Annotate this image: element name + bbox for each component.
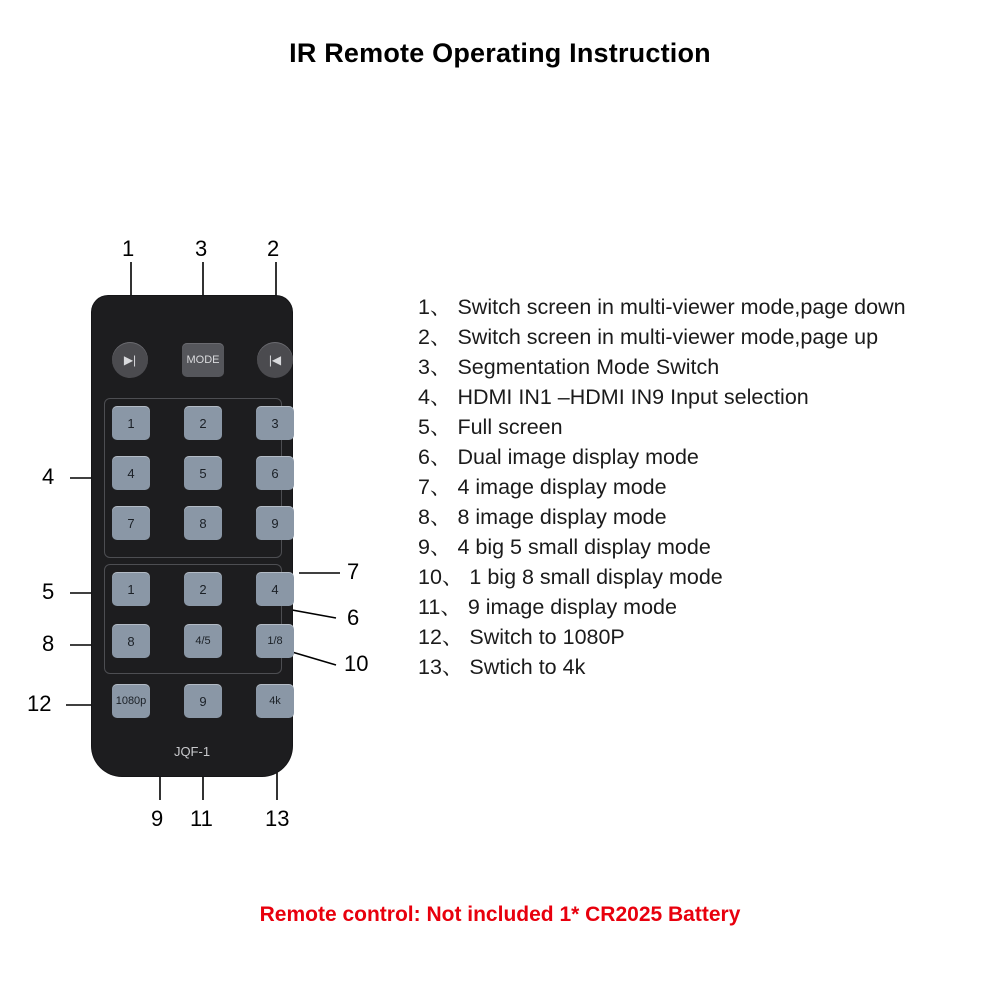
legend-item	[418, 532, 1000, 562]
mode-key-9-image[interactable]: 9	[184, 684, 222, 718]
input-key-3[interactable]: 3	[256, 406, 294, 440]
legend-item-text: 4 image display mode	[457, 475, 667, 499]
legend-item-text: 1 big 8 small display mode	[469, 565, 723, 589]
legend-item	[418, 562, 1000, 592]
legend-item-number: 11、	[418, 595, 462, 619]
legend-item	[418, 622, 1000, 652]
legend-item-text: 8 image display mode	[457, 505, 667, 529]
legend-item-text: 9 image display mode	[467, 595, 677, 619]
input-key-6[interactable]: 6	[256, 456, 294, 490]
legend-item-number: 8、	[418, 505, 452, 529]
legend-item	[418, 652, 1000, 682]
next-button[interactable]: ▶|	[112, 342, 148, 378]
legend-item-text: Switch screen in multi-viewer mode,page up	[457, 325, 879, 349]
callout-2: 2	[267, 236, 280, 261]
legend-item-text: 4 big 5 small display mode	[457, 535, 711, 559]
callout-1: 1	[122, 236, 135, 261]
legend-item	[418, 472, 1000, 502]
input-key-7[interactable]: 7	[112, 506, 150, 540]
callout-4: 4	[42, 464, 55, 489]
legend-item-number: 5、	[418, 415, 452, 439]
legend-item	[418, 442, 1000, 472]
input-key-4[interactable]: 4	[112, 456, 150, 490]
mode-key-dual-image[interactable]: 2	[184, 572, 222, 606]
legend-item-number: 6、	[418, 445, 452, 469]
legend-item	[418, 292, 1000, 322]
legend-item-text: Swtich to 4k	[469, 655, 586, 679]
callout-5: 5	[42, 579, 55, 604]
legend-item-text: Switch to 1080P	[469, 625, 625, 649]
legend-item-text: HDMI IN1 –HDMI IN9 Input selection	[457, 385, 809, 409]
model-label: JQF-1	[173, 744, 211, 759]
battery-note: Remote control: Not included 1* CR2025 Battery	[259, 903, 741, 926]
legend-item-number: 1、	[418, 295, 452, 319]
legend-item-number: 9、	[418, 535, 452, 559]
legend-item-number: 12、	[418, 625, 464, 649]
callout-11: 11	[190, 806, 213, 831]
legend-item-number: 13、	[418, 655, 464, 679]
mode-key-8-image[interactable]: 8	[112, 624, 150, 658]
legend-list	[418, 292, 1000, 682]
input-key-2[interactable]: 2	[184, 406, 222, 440]
callout-3: 3	[195, 236, 208, 261]
page-title: IR Remote Operating Instruction	[289, 38, 711, 68]
legend-item-text: Dual image display mode	[457, 445, 699, 469]
resolution-key-4k[interactable]: 4k	[256, 684, 294, 718]
input-key-9[interactable]: 9	[256, 506, 294, 540]
legend-item-number: 3、	[418, 355, 452, 379]
legend-item	[418, 412, 1000, 442]
callout-7: 7	[347, 559, 360, 584]
mode-key-4-image[interactable]: 4	[256, 572, 294, 606]
ir-remote-graphic	[92, 296, 292, 776]
legend-item	[418, 382, 1000, 412]
mode-key-4big5small[interactable]: 4/5	[184, 624, 222, 658]
callout-9: 9	[151, 806, 164, 831]
legend-item-number: 4、	[418, 385, 452, 409]
input-key-8[interactable]: 8	[184, 506, 222, 540]
callout-8: 8	[42, 631, 55, 656]
callout-13: 13	[265, 806, 290, 831]
callout-6: 6	[347, 605, 360, 630]
mode-key-full-screen[interactable]: 1	[112, 572, 150, 606]
legend-item-number: 10、	[418, 565, 464, 589]
legend-item-number: 7、	[418, 475, 452, 499]
mode-button[interactable]: MODE	[182, 343, 224, 377]
legend-item	[418, 502, 1000, 532]
callout-10: 10	[344, 651, 369, 676]
input-key-5[interactable]: 5	[184, 456, 222, 490]
legend-item	[418, 322, 1000, 352]
legend-item-text: Segmentation Mode Switch	[457, 355, 720, 379]
mode-key-1big8small[interactable]: 1/8	[256, 624, 294, 658]
legend-item-text: Switch screen in multi-viewer mode,page down	[457, 295, 906, 319]
input-key-1[interactable]: 1	[112, 406, 150, 440]
resolution-key-1080p[interactable]: 1080p	[112, 684, 150, 718]
legend-item	[418, 352, 1000, 382]
callout-12: 12	[27, 691, 52, 716]
legend-item	[418, 592, 1000, 622]
prev-button[interactable]: |◀	[257, 342, 293, 378]
legend-item-number: 2、	[418, 325, 452, 349]
legend-item-text: Full screen	[457, 415, 563, 439]
